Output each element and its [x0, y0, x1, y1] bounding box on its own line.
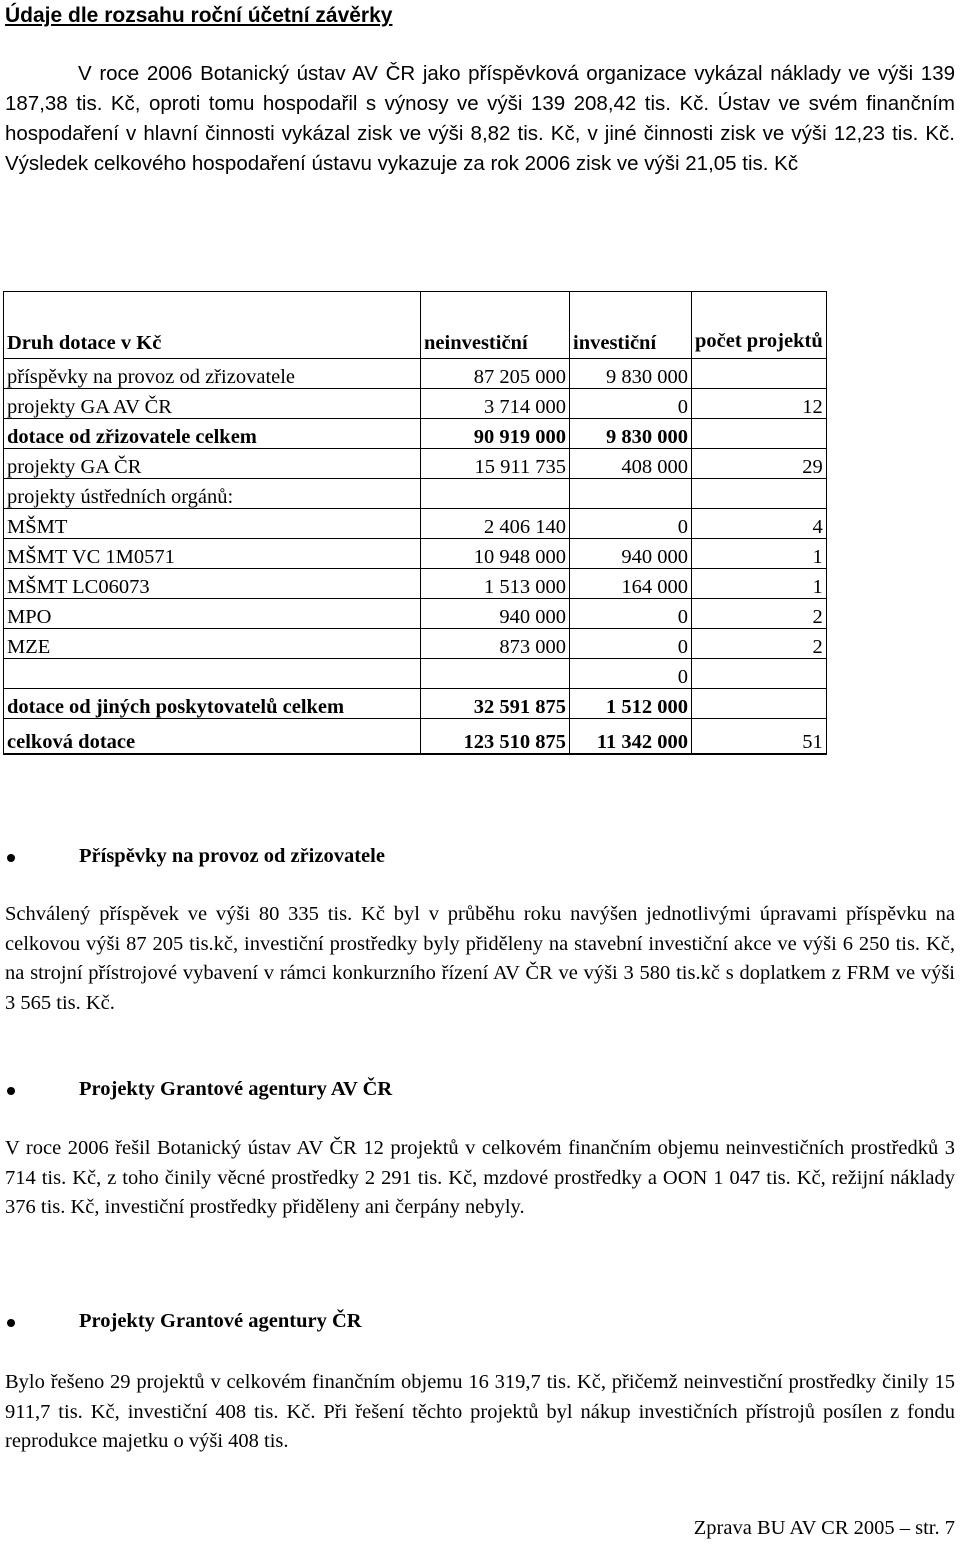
- table-row: [4, 569, 827, 599]
- row-neinvesticni: 940 000: [421, 599, 570, 629]
- row-neinvesticni: 1 513 000: [421, 569, 570, 599]
- table-row: [4, 359, 827, 389]
- bullet-icon: [7, 854, 15, 862]
- row-neinvesticni: 90 919 000: [421, 419, 570, 449]
- row-pocet: 2: [692, 599, 827, 629]
- row-label: příspěvky na provoz od zřizovatele: [4, 359, 421, 389]
- subsidy-table: [3, 291, 827, 755]
- table-row: [4, 539, 827, 569]
- row-label: MŠMT VC 1M0571: [4, 539, 421, 569]
- table-header-row: [4, 292, 827, 359]
- row-label: MŠMT: [4, 509, 421, 539]
- row-investicni: 0: [570, 629, 692, 659]
- row-investicni: 1 512 000: [570, 689, 692, 719]
- row-investicni: 0: [570, 659, 692, 689]
- row-investicni: 0: [570, 389, 692, 419]
- row-pocet: [692, 689, 827, 719]
- row-neinvesticni: 2 406 140: [421, 509, 570, 539]
- row-neinvesticni: 87 205 000: [421, 359, 570, 389]
- bullet-icon: [7, 1087, 15, 1095]
- table-row: [4, 449, 827, 479]
- table-row: [4, 599, 827, 629]
- row-pocet: 1: [692, 539, 827, 569]
- row-label: [4, 659, 421, 689]
- row-investicni: 164 000: [570, 569, 692, 599]
- intro-text: V roce 2006 Botanický ústav AV ČR jako příspěvková organizace vykázal náklady ve výši 139 187,38 tis. Kč, oproti tomu hospodařil s výnosy ve výši 139 208,42 tis. Kč. Ústav ve svém finančním hospodaření v hlavní činnosti vykázal zisk ve výši 8,82 tis. Kč, v jiné činnosti zisk ve výši 12,23 tis. Kč. Výsledek celkového hospodaření ústavu vykazuje za rok 2006 zisk ve výši 21,05 tis. Kč: [5, 62, 955, 175]
- row-neinvesticni: [421, 479, 570, 509]
- row-label: dotace od zřizovatele celkem: [4, 419, 421, 449]
- page-heading: Údaje dle rozsahu roční účetní závěrky: [5, 4, 393, 27]
- row-label: projekty GA ČR: [4, 449, 421, 479]
- bullet-icon: [7, 1319, 15, 1327]
- section-title-ga-av-cr: Projekty Grantové agentury AV ČR: [79, 1078, 393, 1100]
- row-investicni: 9 830 000: [570, 419, 692, 449]
- row-neinvesticni: 32 591 875: [421, 689, 570, 719]
- table-row: [4, 689, 827, 719]
- row-label: celková dotace: [4, 719, 421, 755]
- section-text-prispevky: Schválený příspěvek ve výši 80 335 tis. Kč byl v průběhu roku navýšen jednotlivými úpravami příspěvku na celkovou výši 87 205 tis.kč, investiční prostředky byly přiděleny na stavební investiční akce ve výši 6 250 tis. Kč, na strojní přístrojové vybavení v rámci konkurzního řízení AV ČR ve výši 3 580 tis.kč s doplatkem z FRM ve výši 3 565 tis. Kč.: [5, 903, 955, 1014]
- row-label: MŠMT LC06073: [4, 569, 421, 599]
- row-pocet: 51: [692, 719, 827, 755]
- header-investicni: investiční: [570, 292, 692, 359]
- row-pocet: 12: [692, 389, 827, 419]
- row-pocet: [692, 479, 827, 509]
- section-title-prispevky: Příspěvky na provoz od zřizovatele: [79, 845, 385, 867]
- row-investicni: 9 830 000: [570, 359, 692, 389]
- header-druh-dotace: Druh dotace v Kč: [4, 292, 421, 359]
- section-text-ga-av-cr: V roce 2006 řešil Botanický ústav AV ČR 12 projektů v celkovém finančním objemu neinvestičních prostředků 3 714 tis. Kč, z toho činily věcné prostředky 2 291 tis. Kč, mzdové prostředky a OON 1 047 tis. Kč, režijní náklady 376 tis. Kč, investiční prostředky přiděleny ani čerpány nebyly.: [5, 1137, 955, 1218]
- section-text-ga-cr: Bylo řešeno 29 projektů v celkovém finančním objemu 16 319,7 tis. Kč, přičemž neinvestiční prostředky činily 15 911,7 tis. Kč, investiční 408 tis. Kč. Při řešení těchto projektů byl nákup investičních přístrojů posílen z fondu reprodukce majetku o výši 408 tis.: [5, 1371, 955, 1452]
- row-neinvesticni: 15 911 735: [421, 449, 570, 479]
- row-neinvesticni: 873 000: [421, 629, 570, 659]
- row-pocet: 2: [692, 629, 827, 659]
- row-pocet: [692, 359, 827, 389]
- row-neinvesticni: 3 714 000: [421, 389, 570, 419]
- row-investicni: [570, 479, 692, 509]
- table-row: [4, 509, 827, 539]
- row-neinvesticni: [421, 659, 570, 689]
- table-total-row: [4, 719, 827, 755]
- row-investicni: 940 000: [570, 539, 692, 569]
- table-row: [4, 419, 827, 449]
- row-label: projekty ústředních orgánů:: [4, 479, 421, 509]
- header-neinvesticni: neinvestiční: [421, 292, 570, 359]
- row-investicni: 408 000: [570, 449, 692, 479]
- intro-paragraph: [5, 59, 955, 179]
- page-footer: Zprava BU AV CR 2005 – str. 7: [693, 1517, 955, 1539]
- header-pocet-projektu: počet projektů: [692, 292, 827, 359]
- row-pocet: 4: [692, 509, 827, 539]
- table-row: [4, 659, 827, 689]
- row-investicni: 11 342 000: [570, 719, 692, 755]
- row-label: dotace od jiných poskytovatelů celkem: [4, 689, 421, 719]
- row-label: projekty GA AV ČR: [4, 389, 421, 419]
- section-title-ga-cr: Projekty Grantové agentury ČR: [79, 1310, 362, 1332]
- row-investicni: 0: [570, 599, 692, 629]
- row-pocet: [692, 419, 827, 449]
- row-pocet: [692, 659, 827, 689]
- row-neinvesticni: 10 948 000: [421, 539, 570, 569]
- row-neinvesticni: 123 510 875: [421, 719, 570, 755]
- row-label: MPO: [4, 599, 421, 629]
- table-row: [4, 479, 827, 509]
- row-pocet: 29: [692, 449, 827, 479]
- row-investicni: 0: [570, 509, 692, 539]
- table-row: [4, 389, 827, 419]
- table-row: [4, 629, 827, 659]
- row-pocet: 1: [692, 569, 827, 599]
- row-label: MZE: [4, 629, 421, 659]
